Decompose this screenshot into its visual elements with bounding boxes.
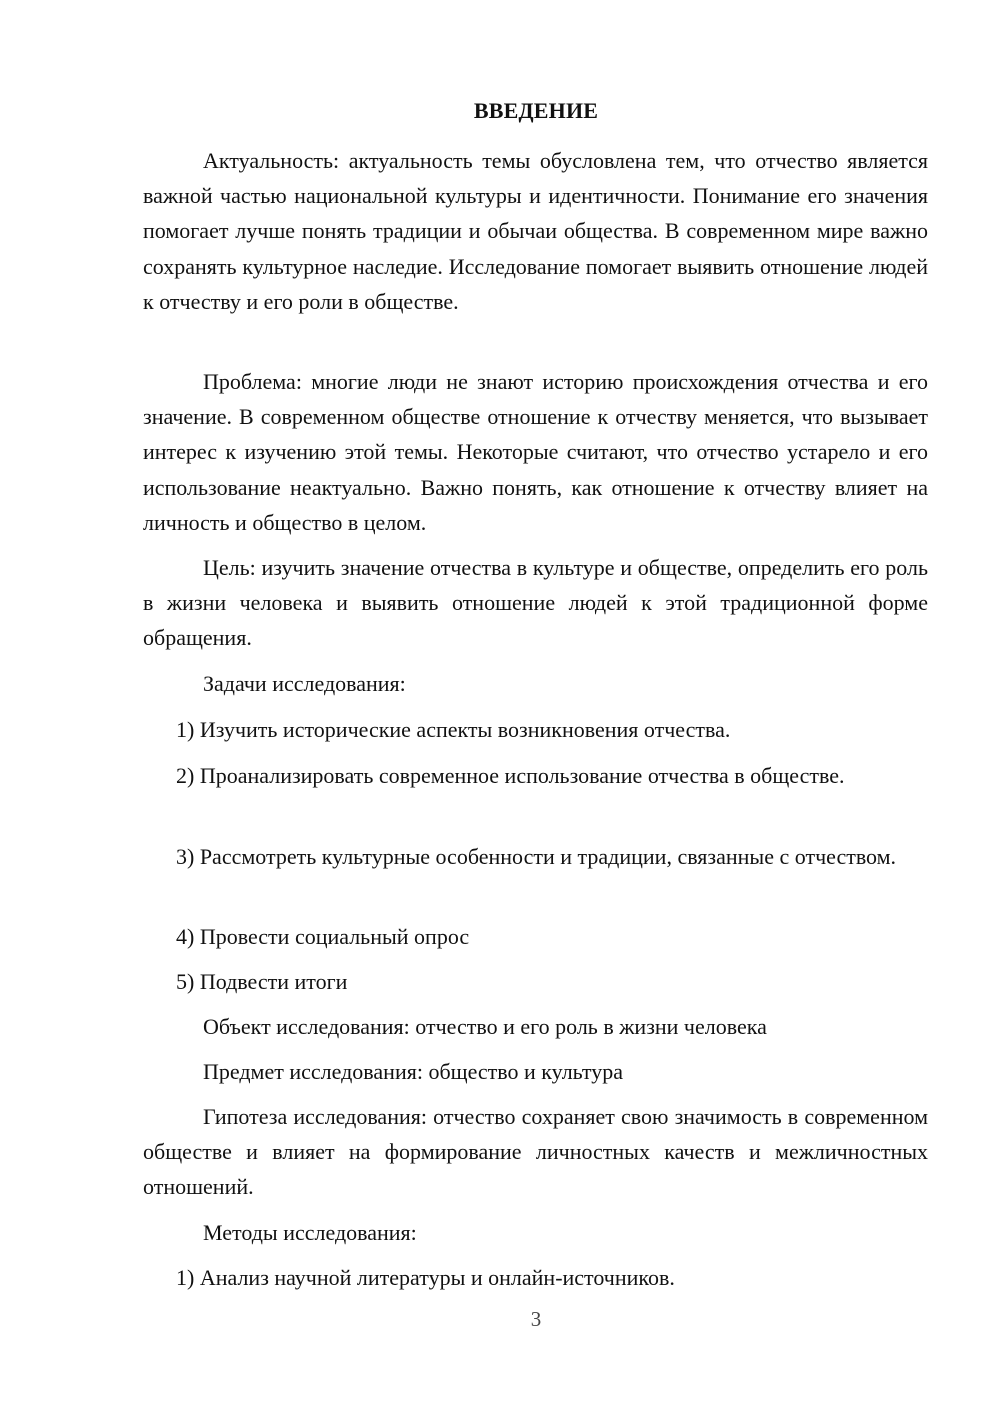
- task-list-item-4: [143, 919, 928, 954]
- list-item: 1) Анализ научной литературы и онлайн-источников.: [176, 1265, 675, 1290]
- methods-heading: Методы исследования:: [203, 1220, 417, 1245]
- goal-paragraph: Цель: изучить значение отчества в культуре и обществе, определить его роль в жизни человека и выявить отношение людей к этой традиционной форме обращения.: [143, 555, 928, 651]
- body-text-1: [143, 143, 928, 319]
- relevance-paragraph: Актуальность: актуальность темы обусловлена тем, что отчество является важной частью национальной культуры и идентичности. Понимание его значения помогает лучше понять традиции и обычаи общества. В современном мире важно сохранять культурное наследие. Исследование помогает выявить отношение людей к отчеству и его роли в обществе.: [143, 148, 928, 314]
- body-text-7: [143, 1099, 928, 1205]
- task-list-item-2: [143, 758, 928, 793]
- page-number: 3: [530, 1307, 542, 1331]
- tasks-heading: Задачи исследования:: [203, 671, 406, 696]
- list-item: 2) Проанализировать современное использование отчества в обществе.: [176, 763, 845, 788]
- task-list-item-1: [143, 712, 928, 747]
- task-list-item-3: [143, 839, 928, 874]
- body-text-5: [143, 1009, 928, 1044]
- body-text-4: [143, 666, 928, 701]
- hypothesis-paragraph: Гипотеза исследования: отчество сохраняет свою значимость в современном обществе и влияет на формирование личностных качеств и межличностных отношений.: [143, 1104, 928, 1200]
- method-list-item-1: [143, 1260, 928, 1295]
- body-text-3: [143, 550, 928, 656]
- problem-paragraph: Проблема: многие люди не знают историю происхождения отчества и его значение. В современном обществе отношение к отчеству меняется, что вызывает интерес к изучению этой темы. Некоторые считают, что отчество устарело и его использование неактуально. Важно понять, как отношение к отчеству влияет на личность и общество в целом.: [143, 369, 928, 535]
- body-text-6: [143, 1054, 928, 1089]
- task-list-item-5: [143, 964, 928, 999]
- list-item: 4) Провести социальный опрос: [176, 924, 470, 949]
- list-item: 5) Подвести итоги: [176, 969, 348, 994]
- subject-paragraph: Предмет исследования: общество и культура: [203, 1059, 623, 1084]
- body-text-2: [143, 364, 928, 540]
- page-title: ВВЕДЕНИЕ: [473, 98, 599, 123]
- body-text-8: [143, 1215, 928, 1250]
- list-item: 3) Рассмотреть культурные особенности и традиции, связанные с отчеством.: [176, 844, 897, 869]
- object-paragraph: Объект исследования: отчество и его роль в жизни человека: [203, 1014, 767, 1039]
- list-item: 1) Изучить исторические аспекты возникновения отчества.: [176, 717, 731, 742]
